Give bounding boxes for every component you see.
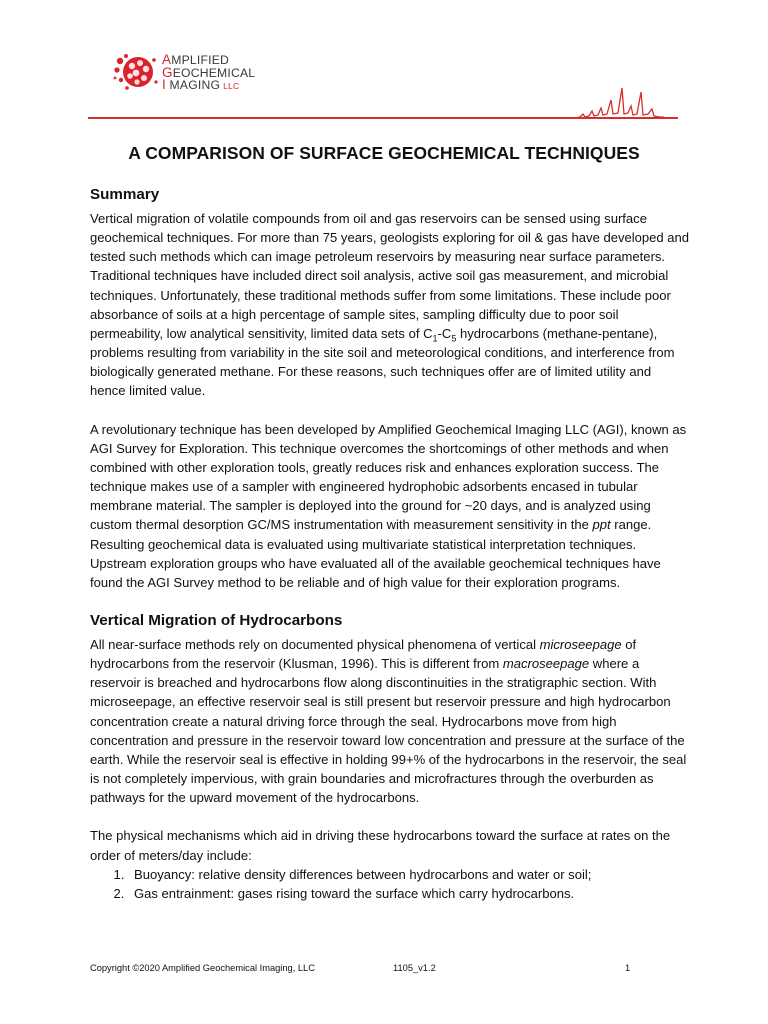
- summary-heading: Summary: [90, 186, 160, 203]
- footer-doc-id: 1105_v1.2: [393, 963, 436, 973]
- vertical-migration-paragraph-1: All near-surface methods rely on documented physical phenomena of vertical microseepage of hydrocarbons from the reservoir (Klusman, 1996). This is different from macroseepage where a reservoir is breached and hydrocarbons flow along discontinuities in the stratigraphic section. With microseepage, an effective reservoir seal is still present but reservoir pressure and high hydrocarbon concentration create a natural driving force through the seal. Hydrocarbons move from high concentration and pressure in the reservoir toward low concentration and pressure at the surface of the earth. While the reservoir seal is effective in holding 99+% of the hydrocarbons in the reservoir, the seal is not completely impervious, with grain boundaries and microfractures through the overburden as pathways for the upward movement of the hydrocarbons.: [90, 636, 687, 806]
- footer-page-number: 1: [625, 963, 631, 973]
- page-footer: [90, 963, 650, 977]
- header-divider: [88, 117, 678, 119]
- document-body: [90, 185, 690, 903]
- mechanisms-list: [90, 865, 690, 903]
- document-title: A COMPARISON OF SURFACE GEOCHEMICAL TECHNIQUES: [128, 143, 640, 163]
- vertical-migration-paragraph-2: The physical mechanisms which aid in driving these hydrocarbons toward the surface at rates on the order of meters/day include:: [90, 828, 671, 863]
- list-item: 1. Buoyancy: relative density differences between hydrocarbons and water or soil;: [128, 865, 690, 884]
- summary-paragraph-2: A revolutionary technique has been developed by Amplified Geochemical Imaging LLC (AGI), known as AGI Survey for Exploration. This technique overcomes the shortcomings of other methods and when combined with other exploration tools, greatly reduces risk and enhances exploration success. The technique makes use of a sampler with engineered hydrophobic adsorbents encased in tubular membrane material. The sampler is deployed into the ground for ~20 days, and is analyzed using custom thermal desorption GC/MS instrumentation with measurement sensitivity in the ppt range. Resulting geochemical data is evaluated using multivariate statistical interpretation techniques. Upstream exploration groups who have evaluated all of the available geochemical techniques have found the AGI Survey method to be reliable and of high value for their exploration programs.: [90, 421, 687, 590]
- summary-paragraph-1: Vertical migration of volatile compounds from oil and gas reservoirs can be sensed using surface geochemical techniques. For more than 75 years, geologists exploring for oil & gas have developed and tested such methods which can image petroleum reservoirs by measuring near surface parameters. Traditional techniques have included direct soil analysis, active soil gas measurement, and microbial techniques. Unfortunately, these traditional methods suffer from some limitations. These include poor absorbance of soils at a high percentage of sample sites, sampling difficulty due to poor soil permeability, low analytical sensitivity, limited data sets of $C_1-C_5$ hydrocarbons (methane-pentane), problems resulting from variability in the site soil and meteorological conditions, and interference from biologically generated methane. For these reasons, such techniques offer are of limited utility and hence limited value.: [90, 211, 690, 399]
- spectrum-graphic-icon: [574, 78, 664, 122]
- logo-dots-icon: [112, 52, 160, 94]
- vertical-migration-heading: Vertical Migration of Hydrocarbons: [90, 611, 343, 629]
- logo-text: AMPLIFIED GEOCHEMICAL I MAGING LLC: [162, 52, 256, 92]
- company-logo: [112, 50, 272, 98]
- list-item: 2. Gas entrainment: gases rising toward the surface which carry hydrocarbons.: [128, 884, 690, 903]
- footer-copyright: Copyright ©2020 Amplified Geochemical Imaging, LLC: [90, 963, 315, 973]
